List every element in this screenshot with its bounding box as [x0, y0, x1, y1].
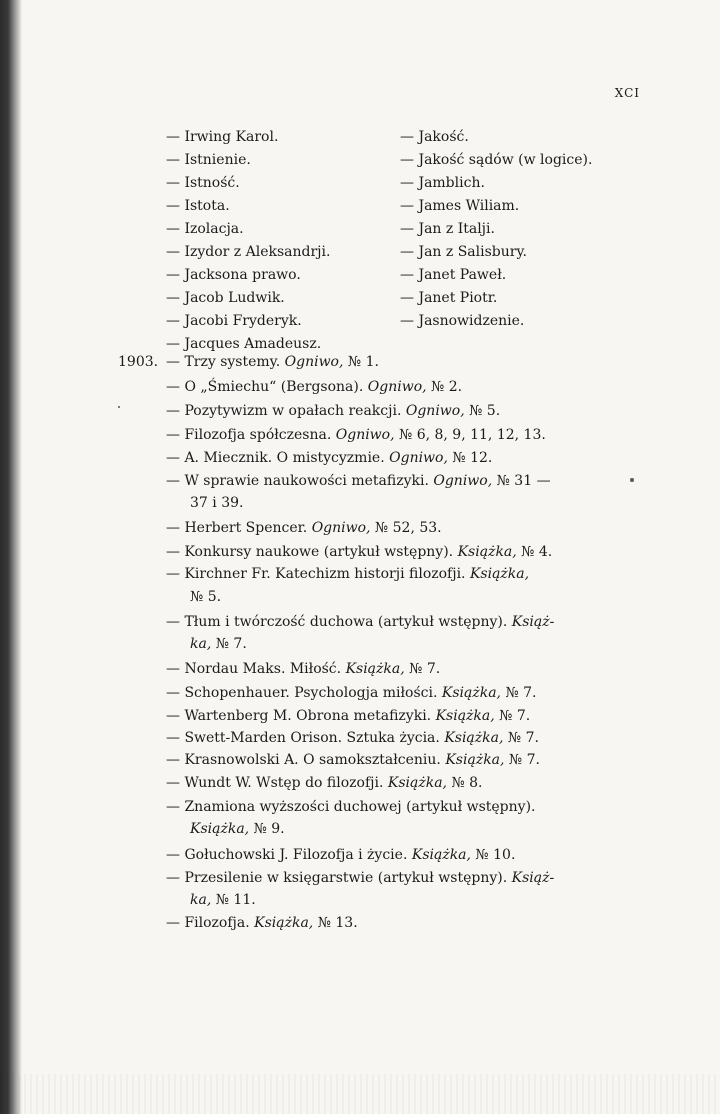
index-entry: — Istnienie. [166, 152, 251, 168]
bibliography-entry [166, 426, 546, 444]
index-entry: — Izydor z Aleksandrji. [166, 244, 331, 260]
bibliography-entry [166, 774, 483, 792]
issue-number: № 52, 53. [370, 520, 442, 536]
journal-name: ka, [190, 892, 212, 908]
bibliography-entry [166, 378, 462, 396]
bibliography-entry [166, 751, 540, 769]
entry-title: — Schopenhauer. Psychologja miłości. [166, 685, 442, 701]
bibliography-entry [166, 729, 539, 747]
entry-title: — Filozofja spółczesna. [166, 427, 336, 443]
entry-title: — Wundt W. Wstęp do filozofji. [166, 775, 388, 791]
index-entry: — Jasnowidzenie. [400, 313, 525, 329]
journal-name: Książka, [411, 847, 471, 863]
issue-number: № 13. [313, 915, 358, 931]
bibliography-entry [166, 353, 379, 371]
issue-number: № 2. [426, 379, 463, 395]
issue-number: № 11. [211, 892, 256, 908]
bibliography-entry [166, 660, 440, 678]
bibliography-entry [166, 684, 537, 702]
index-entry: — Istota. [166, 198, 230, 214]
bibliography-entry [190, 820, 285, 838]
journal-name: Książ- [511, 870, 555, 886]
page-edge-texture [0, 1074, 720, 1114]
index-entry: — Irwing Karol. [166, 129, 279, 145]
journal-name: Ogniwo, [311, 520, 371, 536]
bibliography-entry [190, 588, 221, 606]
bibliography-entry [166, 869, 554, 887]
bibliography-entry [166, 565, 529, 583]
entry-title: — Wartenberg M. Obrona metafizyki. [166, 708, 436, 724]
journal-name: Ogniwo, [433, 473, 493, 489]
entry-title: — Trzy systemy. [166, 354, 285, 370]
index-entry: — Jacobi Fryderyk. [166, 313, 302, 329]
entry-title: — Nordau Maks. Miłość. [166, 661, 346, 677]
issue-number: № 7. [504, 752, 540, 768]
issue-number: № 7. [494, 708, 531, 724]
index-entry: — Istność. [166, 175, 240, 191]
journal-name: Książka, [254, 915, 314, 931]
entry-title: — A. Miecznik. O mistycyzmie. [166, 450, 390, 466]
issue-number: № 9. [249, 821, 285, 837]
bibliography-entry [166, 519, 442, 537]
entry-title: — O „Śmiechu“ (Bergsona). [166, 379, 368, 395]
bibliography-entry [166, 846, 515, 864]
issue-number: № 12. [447, 450, 493, 466]
journal-name: Ogniwo, [335, 427, 395, 443]
entry-title: — Znamiona wyższości duchowej (artykuł wstępny). [166, 799, 536, 815]
index-entry: — Izolacja. [166, 221, 244, 237]
entry-title: — W sprawie naukowości metafizyki. [166, 473, 434, 489]
issue-number: № 5. [464, 403, 501, 419]
entry-title: — Pozytywizm w opałach reakcji. [166, 403, 406, 419]
year-label: 1903. [118, 354, 159, 370]
issue-number: № 31 — [492, 473, 551, 489]
index-entry: — James Wiliam. [400, 198, 520, 214]
issue-number: № 7. [501, 685, 537, 701]
journal-name: Książka, [457, 544, 517, 560]
page-number: XCI [614, 86, 640, 100]
journal-name: Ogniwo, [284, 354, 344, 370]
entry-title: — Kirchner Fr. Katechizm historji filozofji. [166, 566, 470, 582]
bibliography-entry [166, 472, 551, 490]
journal-name: Książka, [387, 775, 447, 791]
journal-name: Ogniwo, [389, 450, 448, 466]
bibliography-entry [190, 891, 256, 909]
issue-number: № 1. [343, 354, 379, 370]
bibliography-entry [166, 449, 492, 467]
index-entry: — Jan z Salisbury. [400, 244, 527, 260]
issue-number: № 8. [447, 775, 483, 791]
journal-name: Książka, [444, 730, 504, 746]
index-entry: — Jacksona prawo. [166, 267, 301, 283]
bibliography-entry [166, 798, 535, 816]
bibliography-entry [190, 635, 247, 653]
index-entry: — Jacob Ludwik. [166, 290, 285, 306]
issue-number: № 4. [516, 544, 553, 560]
entry-title: — Krasnowolski A. O samokształceniu. [166, 752, 446, 768]
journal-name: Książka, [345, 661, 405, 677]
entry-title: — Tłum i twórczość duchowa (artykuł wstępny). [166, 614, 512, 630]
index-entry: — Janet Paweł. [400, 267, 507, 283]
issue-number: № 5. [190, 589, 222, 605]
index-entry: — Janet Piotr. [400, 290, 498, 306]
journal-name: Książka, [445, 752, 505, 768]
entry-title: — Herbert Spencer. [166, 520, 312, 536]
journal-name: Ogniwo, [405, 403, 465, 419]
journal-name: Książ- [511, 614, 555, 630]
entry-title: — Swett-Marden Orison. Sztuka życia. [166, 730, 445, 746]
issue-number: № 7. [211, 636, 247, 652]
entry-title: 37 i 39. [190, 495, 244, 511]
index-entry: — Jamblich. [400, 175, 485, 191]
entry-title: — Gołuchowski J. Filozofja i życie. [166, 847, 412, 863]
journal-name: Książka, [190, 821, 250, 837]
journal-name: Książka, [435, 708, 495, 724]
journal-name: Książka, [469, 566, 530, 582]
bibliography-entry [166, 402, 500, 420]
index-entry: — Jacques Amadeusz. [166, 336, 322, 352]
bibliography-entry [166, 914, 358, 932]
entry-title: — Przesilenie w księgarstwie (artykuł wstępny). [166, 870, 512, 886]
bibliography-entry [166, 707, 530, 725]
bibliography-entry [190, 494, 243, 512]
journal-name: Książka, [441, 685, 501, 701]
issue-number: № 7. [503, 730, 539, 746]
issue-number: № 7. [404, 661, 441, 677]
scan-speck [630, 478, 634, 482]
journal-name: Ogniwo, [367, 379, 427, 395]
index-entry: — Jakość sądów (w logice). [400, 152, 593, 168]
entry-title: — Filozofja. [166, 915, 255, 931]
scan-speck [118, 406, 120, 408]
index-entry: — Jakość. [400, 129, 469, 145]
bibliography-entry [166, 613, 554, 631]
issue-number: № 6, 8, 9, 11, 12, 13. [394, 427, 546, 443]
bibliography-entry [166, 543, 552, 561]
journal-name: ka, [190, 636, 212, 652]
entry-title: — Konkursy naukowe (artykuł wstępny). [166, 544, 458, 560]
index-entry: — Jan z Italji. [400, 221, 495, 237]
book-spine-shadow [0, 0, 22, 1114]
issue-number: № 10. [470, 847, 516, 863]
